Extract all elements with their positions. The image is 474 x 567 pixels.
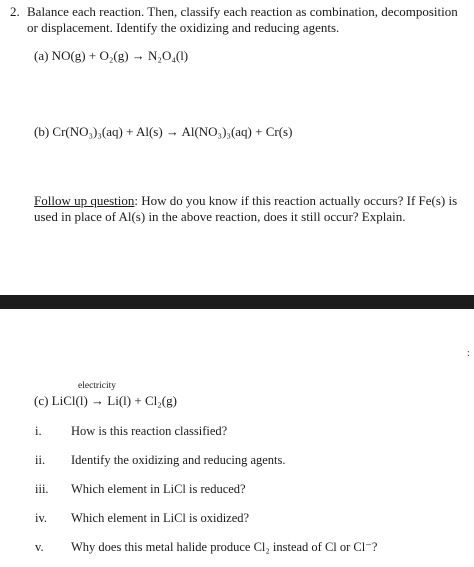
follow-up-question-text: : How do you know if this reaction actually occurs? If Fe(s) is [134, 193, 458, 208]
sub-question-number: i. [35, 424, 42, 438]
sub-question-number: ii. [35, 453, 46, 467]
sub-question-number: iv. [35, 511, 48, 525]
sub-question-number: v. [35, 540, 44, 554]
sub-question-text: Which element in LiCl is reduced? [71, 482, 246, 496]
sub-question-text: Identify the oxidizing and reducing agents. [71, 453, 286, 467]
sub-question-text: How is this reaction classified? [71, 424, 228, 438]
question-instruction-line-2: or displacement. Identify the oxidizing and reducing agents. [27, 20, 340, 35]
sub-question-text: Which element in LiCl is oxidized? [71, 511, 250, 525]
question-number: 2. [10, 4, 20, 19]
follow-up-label: Follow up question [34, 193, 135, 208]
question-instruction-line-1: Balance each reaction. Then, classify each reaction as combination, decomposition [27, 4, 458, 19]
reaction-c-condition: electricity [78, 381, 116, 391]
sub-question-number: iii. [35, 482, 49, 496]
page-divider-band [0, 295, 474, 309]
reaction-b: (b) Cr(NO₃)₃(aq) + Al(s) → Al(NO₃)₃(aq) + Cr(s) [34, 124, 293, 139]
follow-up-line-2: used in place of Al(s) in the above reaction, does it still occur? Explain. [34, 209, 406, 224]
sub-question-text: Why does this metal halide produce Cl₂ instead of Cl or Cl⁻? [71, 540, 378, 554]
reaction-a: (a) NO(g) + O₂(g) → N₂O₄(l) [34, 48, 189, 63]
follow-up-line-1 [34, 193, 457, 209]
edge-mark: : [467, 348, 470, 359]
reaction-c: (c) LiCl(l) → Li(l) + Cl₂(g) [34, 393, 177, 408]
